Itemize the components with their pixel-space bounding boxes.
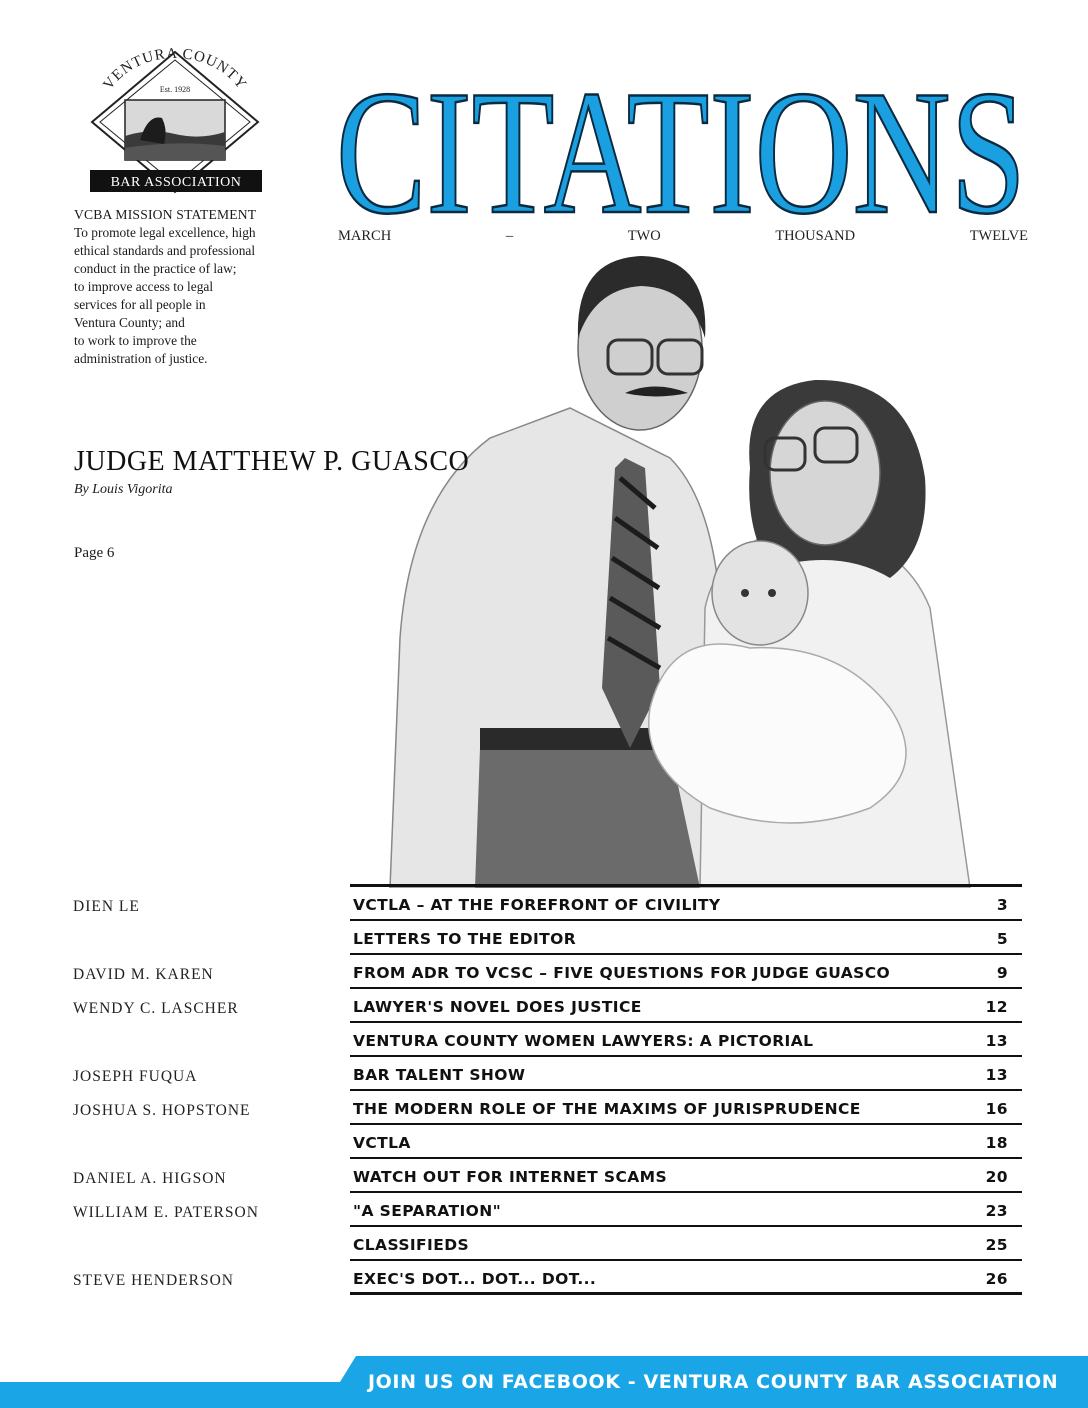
toc-page-number: 18 [985,1134,1008,1152]
date-word: MARCH [338,228,392,244]
toc-row[interactable] [73,1159,1022,1193]
date-word: – [505,228,514,244]
toc-page-number: 25 [985,1236,1008,1254]
date-word: TWO [627,228,661,244]
mission-line: to improve access to legal [74,279,214,294]
toc-title[interactable]: LAWYER'S NOVEL DOES JUSTICE [353,998,642,1016]
logo-banner-text: BAR ASSOCIATION [110,175,242,190]
toc-author: JOSEPH FUQUA [73,1068,198,1085]
toc-title[interactable]: "A SEPARATION" [353,1202,502,1220]
date-word: TWELVE [969,228,1028,244]
masthead-title: CITATIONS [336,53,1026,230]
toc-author: WILLIAM E. PATERSON [73,1204,259,1221]
toc-title[interactable]: LETTERS TO THE EDITOR [353,930,577,948]
masthead [330,40,1050,230]
toc-title[interactable]: FROM ADR TO VCSC – FIVE QUESTIONS FOR JUDGE GUASCO [353,964,891,982]
toc-author: STEVE HENDERSON [73,1272,234,1289]
toc-page-number: 9 [996,964,1008,982]
mission-line: To promote legal excellence, high [74,225,256,240]
mission-line: services for all people in [74,297,206,312]
masthead-dateline [338,228,1028,245]
feature-page-number: Page 6 [74,545,115,561]
mission-line: ethical standards and professional [74,243,256,258]
toc-title[interactable]: VENTURA COUNTY WOMEN LAWYERS: A PICTORIAL [353,1032,814,1050]
mission-line: administration of justice. [74,351,208,366]
toc-page-number: 26 [985,1270,1008,1288]
toc-row[interactable] [350,1023,1022,1057]
toc-row[interactable] [73,1261,1022,1295]
toc-row[interactable] [73,1091,1022,1125]
toc-title[interactable]: BAR TALENT SHOW [353,1066,526,1084]
toc-author: DAVID M. KAREN [73,966,214,983]
toc-page-number: 12 [985,998,1008,1016]
logo-arc-text: VENTURA COUNTY [100,45,250,93]
facebook-banner[interactable] [0,1356,1088,1408]
toc-page-number: 13 [985,1032,1008,1050]
toc-page-number: 16 [985,1100,1008,1118]
toc-title[interactable]: CLASSIFIEDS [353,1236,470,1254]
toc-author: DANIEL A. HIGSON [73,1170,227,1187]
toc-title[interactable]: WATCH OUT FOR INTERNET SCAMS [353,1168,668,1186]
toc-row[interactable] [73,955,1022,989]
toc-page-number: 3 [996,896,1008,914]
table-of-contents [73,884,1022,1295]
toc-row[interactable] [350,921,1022,955]
feature-title[interactable]: JUDGE MATTHEW P. GUASCO [74,446,470,477]
logo-est-text: Est. 1928 [159,85,191,94]
toc-row[interactable] [73,1057,1022,1091]
toc-row[interactable] [350,1227,1022,1261]
cover-photo [370,248,1030,888]
toc-row[interactable] [73,1193,1022,1227]
toc-page-number: 20 [985,1168,1008,1186]
toc-title[interactable]: VCTLA – AT THE FOREFRONT OF CIVILITY [353,896,721,914]
mission-line: to work to improve the [74,333,197,348]
vcba-logo [80,40,270,195]
feature-byline: By Louis Vigorita [74,482,173,497]
toc-author: WENDY C. LASCHER [73,1000,239,1017]
toc-row[interactable] [73,887,1022,921]
mission-line: Ventura County; and [74,315,185,330]
toc-author: JOSHUA S. HOPSTONE [73,1102,251,1119]
mission-heading: VCBA MISSION STATEMENT [74,207,257,222]
toc-page-number: 23 [985,1202,1008,1220]
facebook-banner-text[interactable]: JOIN US ON FACEBOOK - VENTURA COUNTY BAR ASSOCIATION [368,1371,1059,1393]
mission-statement [74,206,284,368]
toc-row[interactable] [350,1125,1022,1159]
toc-page-number: 5 [996,930,1008,948]
date-word: THOUSAND [775,228,856,244]
toc-title[interactable]: EXEC'S DOT... DOT... DOT... [353,1270,597,1288]
toc-page-number: 13 [985,1066,1008,1084]
toc-title[interactable]: THE MODERN ROLE OF THE MAXIMS OF JURISPRUDENCE [353,1100,861,1118]
toc-row[interactable] [73,989,1022,1023]
mission-line: conduct in the practice of law; [74,261,237,276]
toc-author: DIEN LE [73,898,140,915]
toc-title[interactable]: VCTLA [353,1134,411,1152]
